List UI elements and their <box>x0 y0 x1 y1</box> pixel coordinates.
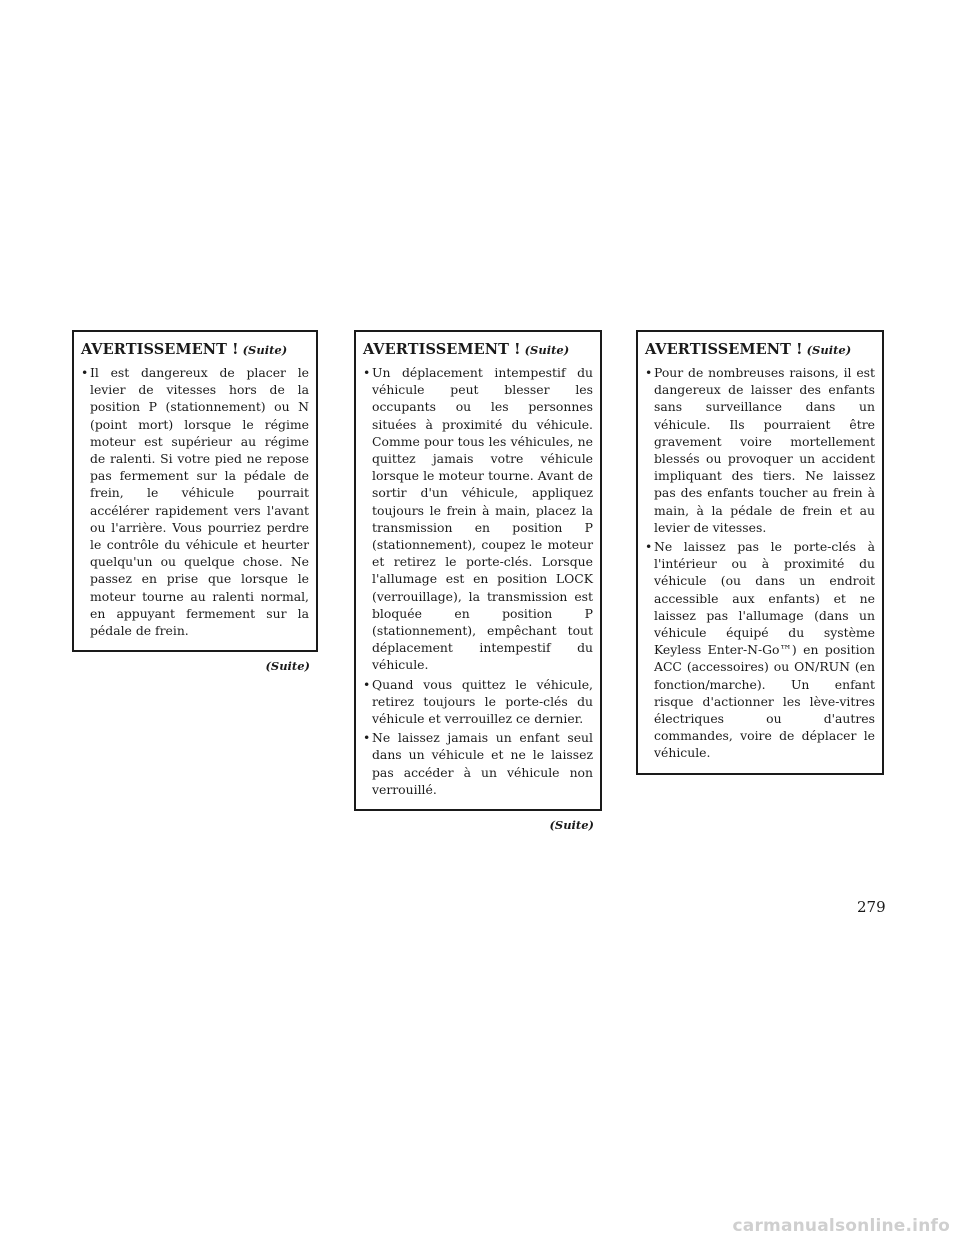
warning-title-suffix: (Suite) <box>806 343 852 357</box>
warning-item: • Pour de nombreuses raisons, il est dangereux de laisser des enfants sans surveillance dans un véhicule. Ils pourraient être gravement voire mortellement blessés ou provoquer un accident impliquant des tiers. Ne laissez pas des enfants toucher au frein à main, à la pédale de frein et au levier de vitesses. <box>645 364 875 536</box>
warning-title <box>645 339 875 358</box>
warning-list <box>81 364 309 639</box>
warning-column-1 <box>72 330 318 673</box>
warning-title-text: AVERTISSEMENT ! <box>645 341 803 358</box>
warning-item: • Quand vous quittez le véhicule, retirez toujours le porte-clés du véhicule et verrouillez ce dernier. <box>363 676 593 728</box>
warning-title-suffix: (Suite) <box>242 343 288 357</box>
continued-label: (Suite) <box>549 818 594 833</box>
warning-title <box>81 339 309 358</box>
page-number: 279 <box>857 898 886 916</box>
warning-title-suffix: (Suite) <box>524 343 570 357</box>
continued-label: (Suite) <box>265 659 310 674</box>
warning-list <box>645 364 875 762</box>
warning-box <box>354 330 602 811</box>
warning-item: • Ne laissez jamais un enfant seul dans un véhicule et ne le laissez pas accéder à un véhicule non verrouillé. <box>363 729 593 798</box>
warning-title-text: AVERTISSEMENT ! <box>363 341 521 358</box>
watermark: carmanualsonline.info <box>732 1216 950 1236</box>
warning-title <box>363 339 593 358</box>
warning-column-3 <box>636 330 884 775</box>
warning-title-text: AVERTISSEMENT ! <box>81 341 239 358</box>
warning-box <box>72 330 318 652</box>
warning-box <box>636 330 884 775</box>
warning-item: • Un déplacement intempestif du véhicule peut blesser les occupants ou les personnes situées à proximité du véhicule. Comme pour tous les véhicules, ne quittez jamais votre véhicule lorsque le moteur tourne. Avant de sortir d'un véhicule, appliquez toujours le frein à main, placez la transmission en position P (stationnement), coupez le moteur et retirez le porte-clés. Lorsque l'allumage est en position LOCK (verrouillage), la transmission est bloquée en position P (stationnement), empêchant tout déplacement intempestif du véhicule. <box>363 364 593 674</box>
warning-list <box>363 364 593 798</box>
warning-item: • Ne laissez pas le porte-clés à l'intérieur ou à proximité du véhicule (ou dans un endroit accessible aux enfants) et ne laissez pas l'allumage (dans un véhicule équipé du système Keyless Enter-N-Go™) en position ACC (accessoires) ou ON/RUN (en fonction/marche). Un enfant risque d'actionner les lève-vitres électriques ou d'autres commandes, voire de déplacer le véhicule. <box>645 538 875 762</box>
warning-item: • Il est dangereux de placer le levier de vitesses hors de la position P (stationnement) ou N (point mort) lorsque le régime moteur est supérieur au régime de ralenti. Si votre pied ne repose pas fermement sur la pédale de frein, le véhicule pourrait accélérer rapidement vers l'avant ou l'arrière. Vous pourriez perdre le contrôle du véhicule et heurter quelqu'un ou quelque chose. Ne passez en prise que lorsque le moteur tourne au ralenti normal, en appuyant fermement sur la pédale de frein. <box>81 364 309 639</box>
warning-column-2 <box>354 330 602 832</box>
